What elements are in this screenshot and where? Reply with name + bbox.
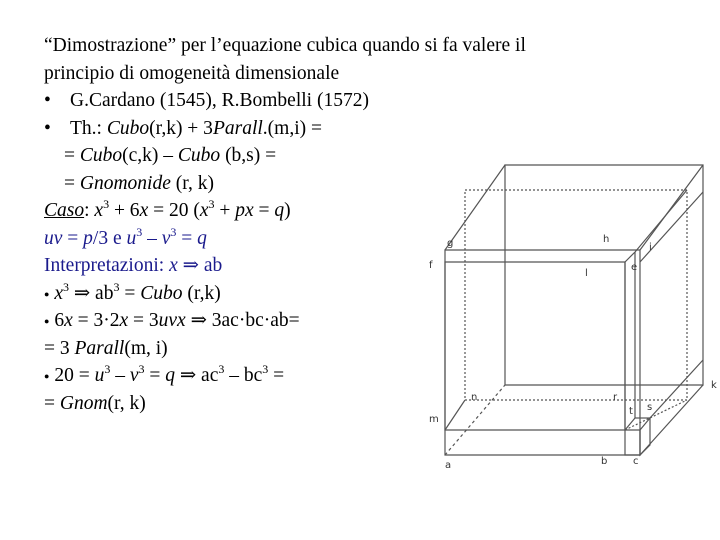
interpretazioni-line: Interpretazioni: x ⇒ ab [44, 255, 223, 276]
title-line-1: “Dimostrazione” per l’equazione cubica quando si fa valere il [44, 35, 526, 56]
label-c: c [633, 456, 639, 467]
label-m: m [429, 414, 439, 425]
label-a: a [445, 460, 452, 471]
dot-bullet: ● [44, 316, 50, 326]
caso-line: Caso: $x^3 + 6x = 20$ ($x^3$ + px = q) [44, 197, 291, 221]
theorem-line-3: = Gnomonide (r, k) [64, 172, 214, 194]
label-n: n [471, 392, 478, 403]
cube-back-face [505, 165, 703, 385]
cube-figure [425, 130, 715, 475]
interp-item-2: ● 6x = 3·2x = 3uvx ⇒ 3ac·bc·ab= [44, 310, 300, 331]
label-h: h [603, 234, 610, 245]
interp-item-1: ● $x^3$ ⇒ $ab^3$ = Cubo (r,k) [44, 279, 221, 304]
theorem-line-1: • Th.: Cubo(r,k) + 3Parall.(m,i) = [44, 115, 684, 143]
label-i: i [649, 242, 652, 253]
bullet-symbol: • [44, 90, 51, 111]
interp-item-3b: = Gnom(r, k) [44, 392, 146, 414]
label-r: r [613, 392, 618, 403]
inner-cube-side [640, 418, 650, 455]
theorem-line-2: = Cubo(c,k) – Cubo (b,s) = [64, 145, 277, 166]
title-line-2: principio di omogeneità dimensionale [44, 62, 340, 84]
inner-large-front [445, 262, 625, 430]
dot-bullet: ● [44, 371, 50, 381]
label-s: s [647, 402, 653, 413]
bullet-text: G.Cardano (1545), R.Bombelli (1572) [70, 90, 369, 111]
bullet-symbol: • [44, 117, 51, 139]
label-t: t [629, 406, 633, 417]
label-k: k [711, 380, 717, 391]
theorem-th: Th. [70, 117, 97, 139]
label-b: b [601, 456, 608, 467]
label-l: l [585, 268, 588, 279]
cube-drawing [425, 130, 715, 475]
cube-front-face [445, 250, 640, 455]
interp-item-3: ● $20 = u^3 - v^3 = q$ ⇒ $ac^3 - bc^3$ = [44, 362, 285, 386]
label-g: g [447, 238, 454, 249]
dot-bullet: ● [44, 288, 50, 299]
label-e: e [631, 262, 638, 273]
uv-line: uv = p/3 e $u^3 - v^3 = q$ [44, 224, 207, 249]
label-f: f [429, 260, 433, 271]
bullet-authors [44, 87, 684, 115]
caso-label: Caso [44, 200, 85, 221]
interp-item-2b: = 3 Parall(m, i) [44, 337, 168, 359]
inner-cube-front [625, 430, 640, 455]
